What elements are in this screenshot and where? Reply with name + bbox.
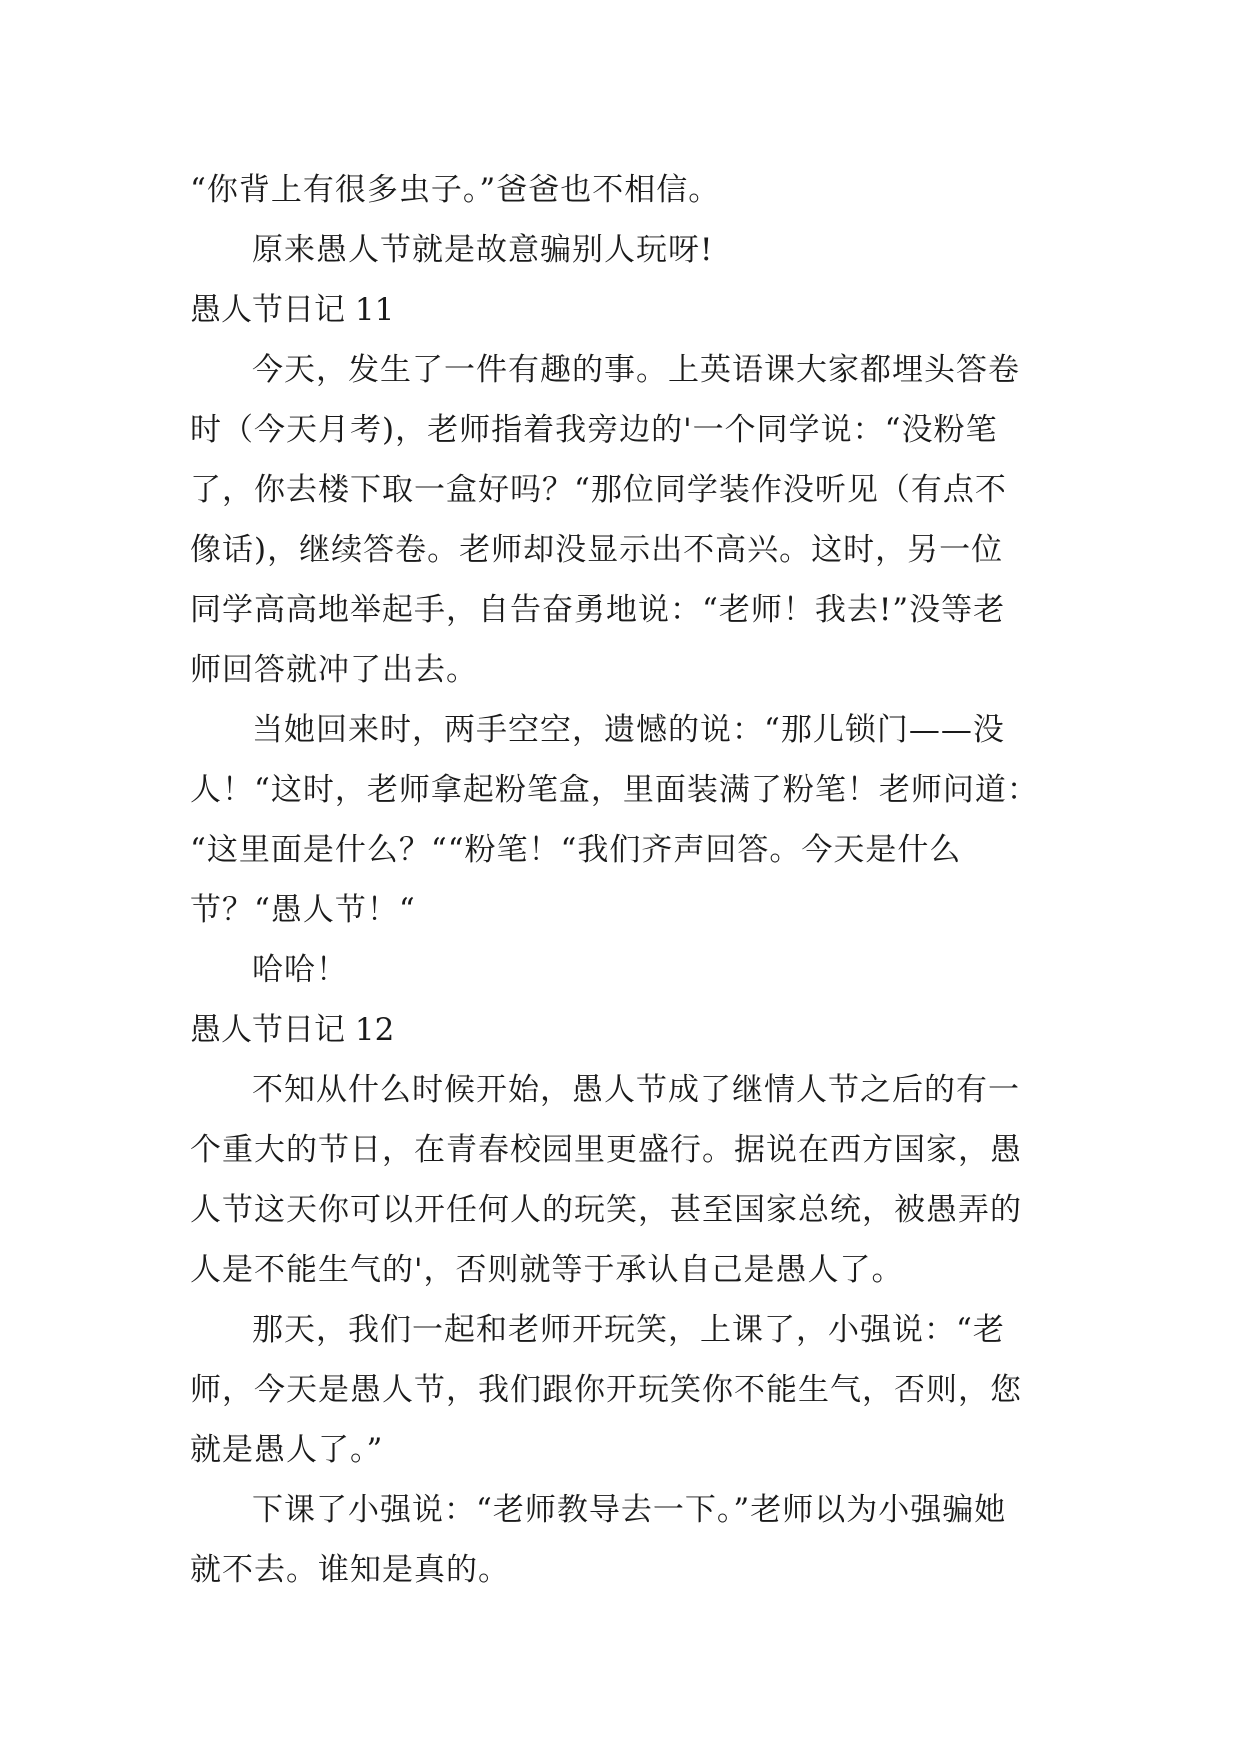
text-line: 个重大的节日，在青春校园里更盛行。据说在西方国家，愚 bbox=[190, 1132, 1022, 1168]
text-line: 哈哈！ bbox=[252, 952, 348, 988]
text-line: 人！“这时，老师拿起粉笔盒，里面装满了粉笔！老师问道： bbox=[190, 772, 1039, 808]
text-line: 原来愚人节就是故意骗别人玩呀! bbox=[252, 232, 714, 268]
text-line: 像话)，继续答卷。老师却没显示出不高兴。这时，另一位 bbox=[190, 532, 1004, 568]
text-line: 当她回来时，两手空空，遗憾的说：“那儿锁门——没 bbox=[252, 712, 1005, 748]
section-heading: 愚人节日记 12 bbox=[190, 1012, 395, 1048]
text-line: 那天，我们一起和老师开玩笑，上课了，小强说：“老 bbox=[252, 1312, 1005, 1348]
text-line: “你背上有很多虫子。”爸爸也不相信。 bbox=[190, 172, 721, 208]
text-line: 下课了小强说：“老师教导去一下。”老师以为小强骗她 bbox=[252, 1492, 1007, 1528]
text-line: 人是不能生气的'，否则就等于承认自己是愚人了。 bbox=[190, 1252, 904, 1288]
section-heading: 愚人节日记 11 bbox=[190, 292, 395, 328]
text-line: 人节这天你可以开任何人的玩笑，甚至国家总统，被愚弄的 bbox=[190, 1192, 1022, 1228]
text-line: 就不去。谁知是真的。 bbox=[190, 1552, 510, 1588]
text-line: 不知从什么时候开始，愚人节成了继情人节之后的有一 bbox=[252, 1072, 1020, 1108]
text-line: 节？“愚人节！“ bbox=[190, 892, 416, 928]
text-line: “这里面是什么？““粉笔！“我们齐声回答。今天是什么 bbox=[190, 832, 962, 868]
text-line: 时（今天月考)，老师指着我旁边的'一个同学说：“没粉笔 bbox=[190, 412, 998, 448]
document-text bbox=[190, 160, 1050, 1600]
text-line: 师，今天是愚人节，我们跟你开玩笑你不能生气，否则，您 bbox=[190, 1372, 1022, 1408]
text-line: 了，你去楼下取一盒好吗？“那位同学装作没听见（有点不 bbox=[190, 472, 1007, 508]
text-line: 同学高高地举起手，自告奋勇地说：“老师！我去!”没等老 bbox=[190, 592, 1006, 628]
text-line: 师回答就冲了出去。 bbox=[190, 652, 478, 688]
text-line: 今天，发生了一件有趣的事。上英语课大家都埋头答卷 bbox=[252, 352, 1020, 388]
text-line: 就是愚人了。” bbox=[190, 1432, 384, 1468]
